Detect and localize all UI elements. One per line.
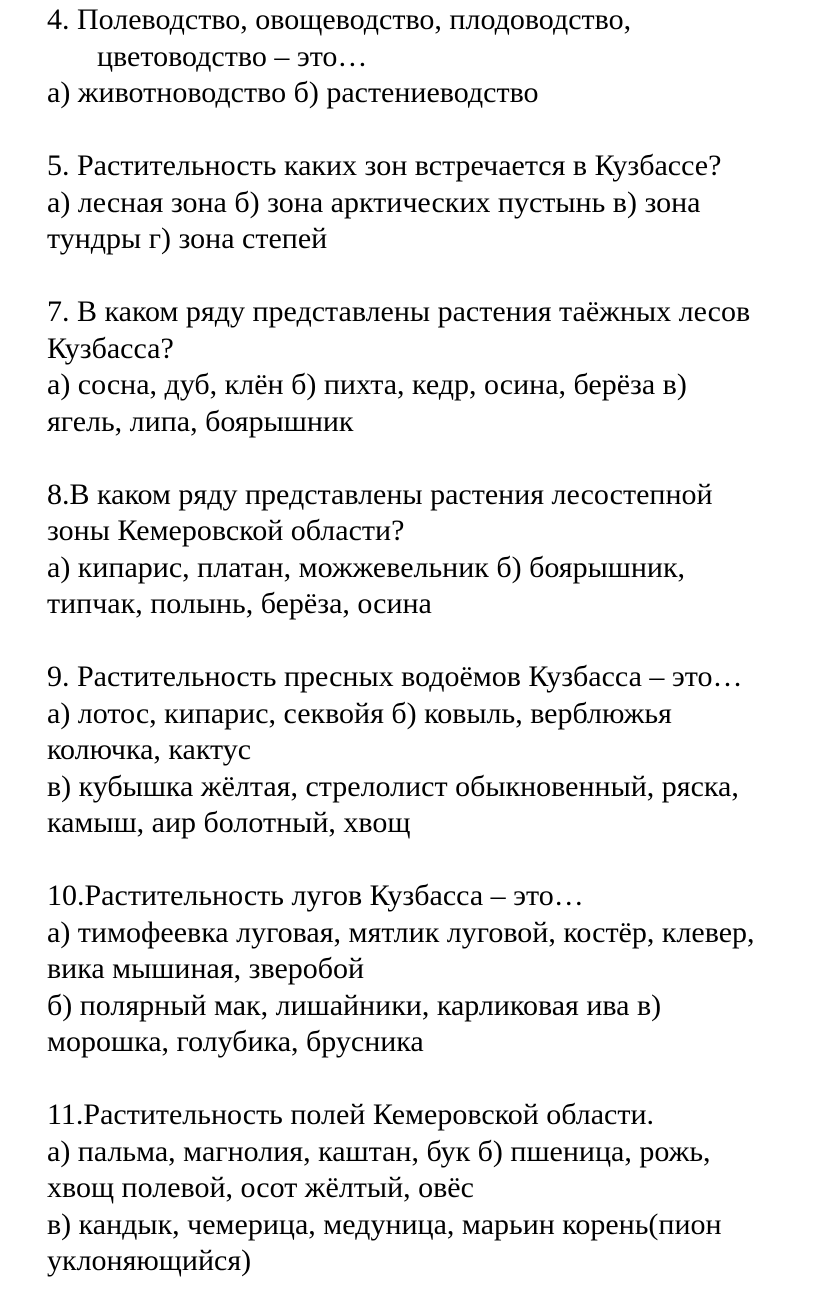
answer-options: хвощ полевой, осот жёлтый, овёс: [47, 1171, 474, 1204]
answer-options: б) полярный мак, лишайники, карликовая ива в): [47, 988, 662, 1022]
question-8: [47, 477, 807, 623]
question-4: [47, 2, 807, 112]
question-text: 9. Растительность пресных водоёмов Кузбасса – это…: [47, 660, 743, 693]
question-text: 8.В каком ряду представлены растения лесостепной: [47, 477, 713, 511]
answer-options: колючка, кактус: [47, 733, 252, 766]
question-9: [47, 659, 807, 842]
answer-options: морошка, голубика, брусника: [47, 1025, 424, 1058]
question-text: 11.Растительность полей Кемеровской области.: [47, 1098, 655, 1131]
question-10: [47, 878, 807, 1061]
answer-options: а) сосна, дуб, клён б) пихта, кедр, осина, берёза в): [47, 368, 687, 401]
answer-options: а) тимофеевка луговая, мятлик луговой, костёр, клевер,: [47, 915, 755, 949]
answer-options: а) животноводство б) растениеводство: [47, 76, 539, 109]
answer-options: а) лотос, кипарис, секвойя б) ковыль, верблюжья: [47, 696, 672, 730]
question-text: зоны Кемеровской области?: [47, 514, 405, 547]
question-text: Кузбасса?: [47, 331, 174, 365]
question-text: цветоводство – это…: [97, 39, 368, 73]
question-7: [47, 294, 807, 440]
question-11: [47, 1097, 807, 1280]
document-page: [47, 2, 807, 1316]
answer-options: а) кипарис, платан, можжевельник б) боярышник,: [47, 550, 686, 584]
answer-options: а) пальма, магнолия, каштан, бук б) пшеница, рожь,: [47, 1134, 711, 1168]
question-text: 4. Полеводство, овощеводство, плодоводство,: [47, 3, 632, 36]
answer-options: уклоняющийся): [47, 1244, 252, 1277]
answer-options: типчак, полынь, берёза, осина: [47, 587, 432, 620]
answer-options: а) лесная зона б) зона арктических пустынь в) зона: [47, 185, 701, 219]
answer-options: вика мышиная, зверобой: [47, 952, 365, 985]
question-text: 7. В каком ряду представлены растения таёжных лесов: [47, 295, 751, 328]
answer-options: тундры г) зона степей: [47, 222, 328, 255]
question-5: [47, 148, 807, 258]
question-text: 5. Растительность каких зон встречается в Кузбассе?: [47, 149, 722, 182]
question-text: 10.Растительность лугов Кузбасса – это…: [47, 879, 584, 912]
answer-options: в) кубышка жёлтая, стрелолист обыкновенный, ряска,: [47, 769, 739, 803]
answer-options: в) кандык, чемерица, медуница, марьин корень(пион: [47, 1207, 722, 1241]
answer-options: камыш, аир болотный, хвощ: [47, 806, 411, 839]
answer-options: ягель, липа, боярышник: [47, 404, 354, 438]
